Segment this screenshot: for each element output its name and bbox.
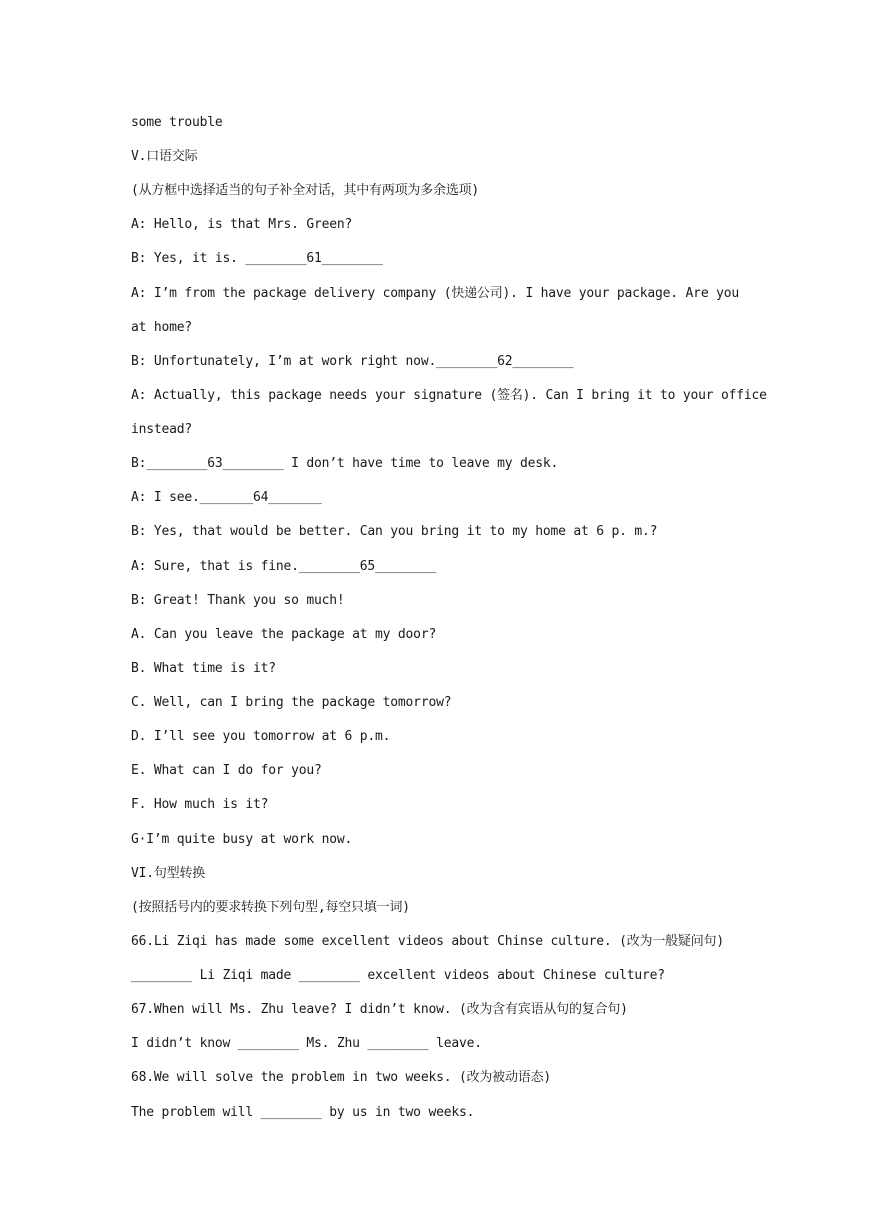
dialogue-line: A: I’m from the package delivery company (快递公司). I have your package. Are you (131, 286, 739, 301)
question-line: 66.Li Ziqi has made some excellent videos about Chinse culture. (改为一般疑问句) (131, 934, 724, 949)
dialogue-line: B:________63________ I don’t have time to leave my desk. (131, 456, 559, 471)
question-line: 68.We will solve the problem in two weeks. (改为被动语态) (131, 1070, 551, 1085)
dialogue-line: B: Great! Thank you so much! (131, 593, 345, 608)
answer-line: The problem will ________ by us in two weeks. (131, 1105, 475, 1120)
dialogue-line: at home? (131, 320, 193, 335)
dialogue-line: B: Unfortunately, I’m at work right now.________62________ (131, 354, 574, 369)
option-line: E. What can I do for you? (131, 763, 322, 778)
instruction-line: (按照括号内的要求转换下列句型,每空只填一词) (131, 900, 410, 915)
dialogue-line: A: Actually, this package needs your signature (签名). Can I bring it to your office (131, 388, 767, 403)
instruction-line: (从方框中选择适当的句子补全对话，其中有两项为多余选项) (131, 183, 480, 198)
option-line: G·I’m quite busy at work now. (131, 832, 353, 847)
answer-line: I didn’t know ________ Ms. Zhu ________ leave. (131, 1036, 482, 1051)
dialogue-line: A: I see._______64_______ (131, 490, 322, 505)
dialogue-line: B: Yes, that would be better. Can you bring it to my home at 6 p. m.? (131, 524, 658, 539)
dialogue-line: instead? (131, 422, 193, 437)
dialogue-line: A: Hello, is that Mrs. Green? (131, 217, 353, 232)
section-heading-v: V.口语交际 (131, 149, 198, 164)
option-line: A. Can you leave the package at my door? (131, 627, 437, 642)
section-heading-vi: VI.句型转换 (131, 866, 206, 881)
option-line: C. Well, can I bring the package tomorrow? (131, 695, 452, 710)
option-line: D. I’ll see you tomorrow at 6 p.m. (131, 729, 391, 744)
option-line: B. What time is it? (131, 661, 276, 676)
dialogue-line: A: Sure, that is fine.________65________ (131, 559, 437, 574)
dialogue-line: B: Yes, it is. ________61________ (131, 251, 383, 266)
option-line: F. How much is it? (131, 797, 269, 812)
text-line: some trouble (131, 115, 223, 130)
question-line: 67.When will Ms. Zhu leave? I didn’t know. (改为含有宾语从句的复合句) (131, 1002, 628, 1017)
answer-line: ________ Li Ziqi made ________ excellent videos about Chinese culture? (131, 968, 665, 983)
